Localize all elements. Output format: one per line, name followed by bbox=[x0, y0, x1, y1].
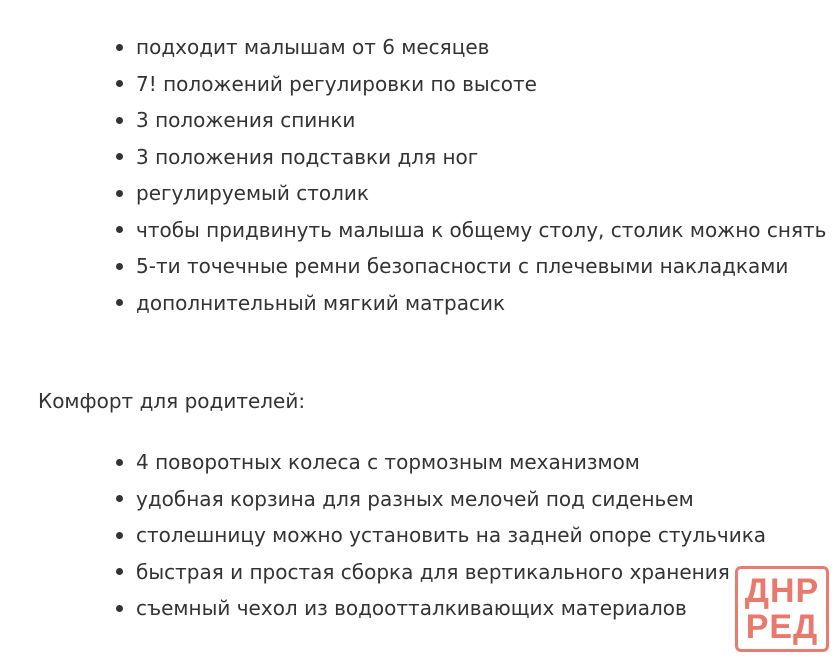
list-item-text: быстрая и простая сборка для вертикального хранения bbox=[136, 559, 730, 584]
bullet-icon bbox=[116, 44, 123, 51]
list-item bbox=[116, 590, 839, 627]
bullet-icon bbox=[116, 532, 123, 539]
list-item bbox=[116, 102, 839, 139]
watermark-logo bbox=[735, 566, 829, 652]
list-item bbox=[116, 554, 839, 591]
list-item bbox=[116, 139, 839, 176]
list-item-text: подходит малышам от 6 месяцев bbox=[136, 35, 490, 59]
watermark-line-1: ДНР bbox=[744, 572, 820, 610]
list-item-text: дополнительный мягкий матрасик bbox=[136, 290, 506, 315]
kids-features-list bbox=[116, 29, 839, 321]
bullet-icon bbox=[116, 299, 123, 306]
bullet-icon bbox=[116, 263, 123, 270]
list-item bbox=[116, 175, 839, 212]
bullet-icon bbox=[116, 226, 123, 233]
list-item bbox=[116, 481, 839, 518]
list-item bbox=[116, 66, 839, 103]
list-item-text: столешницу можно установить на задней опоре стульчика bbox=[136, 523, 767, 547]
list-item bbox=[116, 285, 839, 322]
bullet-icon bbox=[116, 153, 123, 160]
bullet-icon bbox=[116, 117, 123, 124]
list-item bbox=[116, 248, 839, 285]
bullet-icon bbox=[116, 568, 123, 575]
list-item-text: 3 положения подставки для ног bbox=[136, 144, 479, 169]
bullet-icon bbox=[116, 605, 123, 612]
list-item-text: 3 положения спинки bbox=[136, 108, 356, 132]
watermark-line-2: РЕД bbox=[745, 608, 819, 646]
list-item-text: 5-ти точечные ремни безопасности с плечевыми накладками bbox=[136, 254, 789, 278]
list-item bbox=[116, 444, 839, 481]
bullet-icon bbox=[116, 495, 123, 502]
list-item-text: регулируемый столик bbox=[136, 181, 369, 205]
list-item bbox=[116, 212, 839, 249]
bullet-icon bbox=[116, 80, 123, 87]
bullet-icon bbox=[116, 190, 123, 197]
list-item-text: съемный чехол из водоотталкивающих материалов bbox=[136, 596, 687, 620]
list-item-text: удобная корзина для разных мелочей под сиденьем bbox=[136, 486, 694, 511]
parents-features-list bbox=[116, 444, 839, 627]
list-item bbox=[116, 29, 839, 66]
parents-section-heading: Комфорт для родителей: bbox=[38, 389, 306, 413]
list-item-text: 4 поворотных колеса с тормозным механизмом bbox=[136, 450, 640, 474]
bullet-icon bbox=[116, 459, 123, 466]
list-item-text: 7! положений регулировки по высоте bbox=[136, 71, 537, 96]
list-item bbox=[116, 517, 839, 554]
list-item-text: чтобы придвинуть малыша к общему столу, столик можно снять bbox=[136, 217, 827, 242]
